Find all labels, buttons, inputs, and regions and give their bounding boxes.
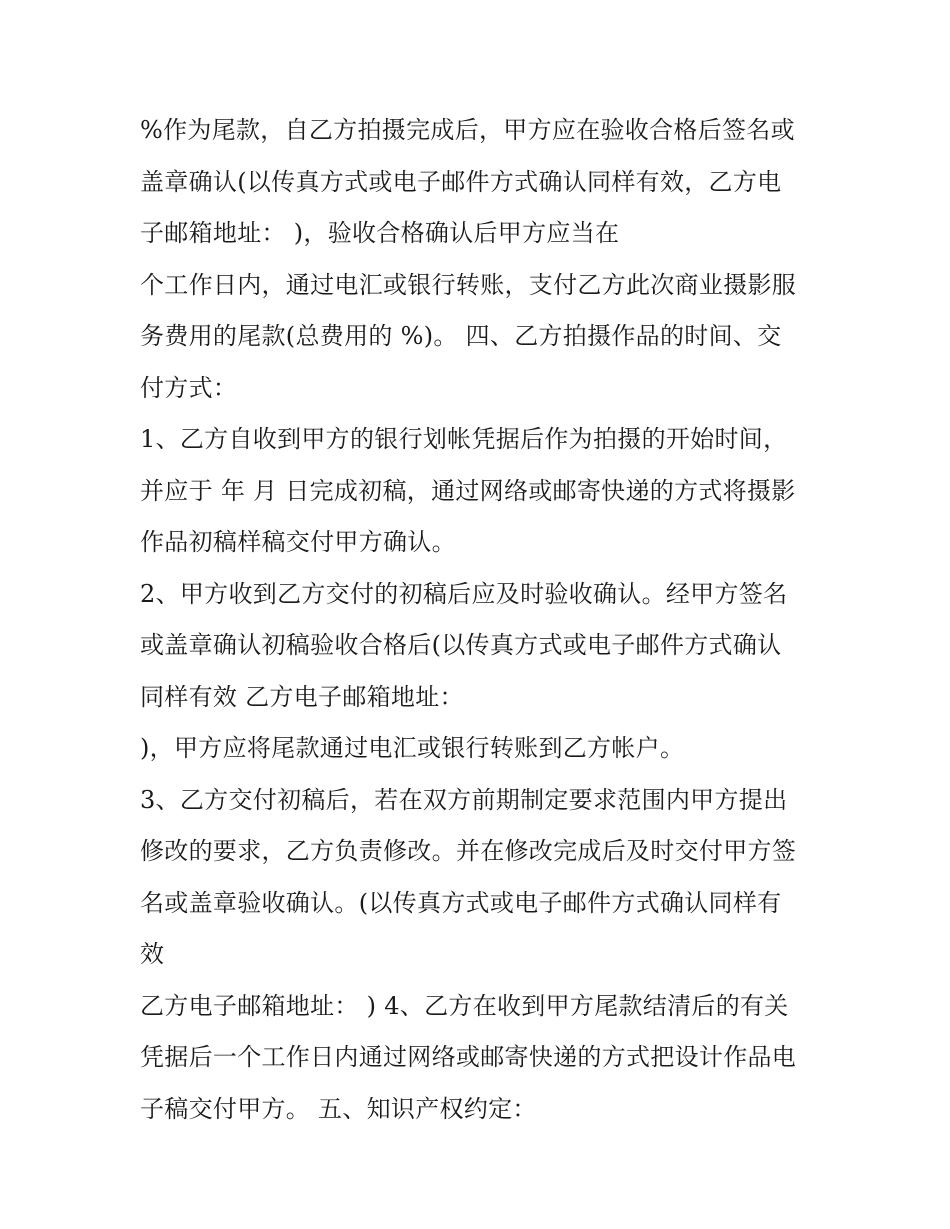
text-line: 个工作日内，通过电汇或银行转账，支付乙方此次商业摄影服 (140, 270, 797, 299)
text-line: 务费用的尾款(总费用的 %)。 四、乙方拍摄作品的时间、交 (140, 322, 782, 350)
text-line: 盖章确认(以传真方式或电子邮件方式确认同样有效，乙方电 (140, 167, 782, 196)
text-line: 2、甲方收到乙方交付的初稿后应及时验收确认。经甲方签名 (140, 579, 788, 608)
text-line: 3、乙方交付初稿后，若在双方前期制定要求范围内甲方提出 (140, 785, 788, 814)
text-line: 乙方电子邮箱地址： ) 4、乙方在收到甲方尾款结清后的有关 (140, 991, 789, 1020)
text-line: 子稿交付甲方。 五、知识产权约定： (140, 1094, 537, 1123)
text-line: 修改的要求，乙方负责修改。并在修改完成后及时交付甲方签 (140, 837, 797, 865)
text-line: 或盖章确认初稿验收合格后(以传真方式或电子邮件方式确认 (140, 631, 782, 659)
text-line: %作为尾款，自乙方拍摄完成后，甲方应在验收合格后签名或 (140, 116, 795, 144)
text-line: 并应于 年 月 日完成初稿，通过网络或邮寄快递的方式将摄影 (140, 476, 796, 505)
text-line: 名或盖章验收确认。(以传真方式或电子邮件方式确认同样有 (140, 888, 782, 917)
text-line: 效 (140, 940, 165, 968)
text-line: 1、乙方自收到甲方的银行划帐凭据后作为拍摄的开始时间， (140, 425, 788, 453)
text-line: 凭据后一个工作日内通过网络或邮寄快递的方式把设计作品电 (140, 1043, 797, 1071)
text-line: 付方式： (140, 373, 238, 402)
text-line: 作品初稿样稿交付甲方确认。 (140, 528, 456, 556)
contract-body-text (140, 110, 830, 1140)
text-line: 同样有效 乙方电子邮箱地址： (140, 682, 464, 711)
text-line: )，甲方应将尾款通过电汇或银行转账到乙方帐户。 (140, 734, 685, 762)
text-line: 子邮箱地址： )，验收合格确认后甲方应当在 (140, 219, 620, 247)
